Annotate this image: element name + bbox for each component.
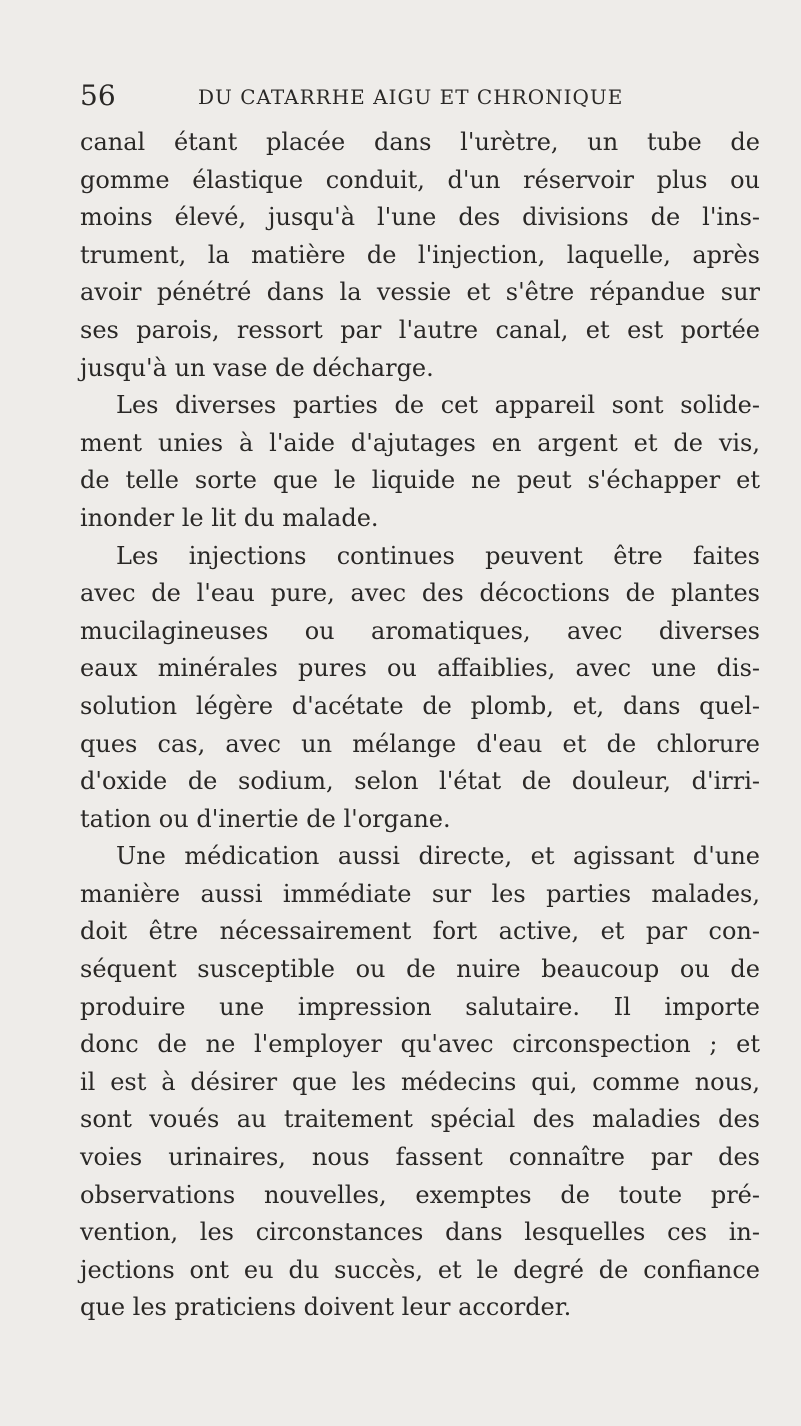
text-line: Les injections continues peuvent être faites xyxy=(116,541,760,570)
text-line: ses parois, ressort par l'autre canal, et est portée xyxy=(80,315,760,344)
text-line: jusqu'à un vase de décharge. xyxy=(80,353,434,382)
text-line: avec de l'eau pure, avec des décoctions de plantes xyxy=(80,579,760,608)
text-line: mucilagineuses ou aromatiques, avec diverses xyxy=(80,616,760,645)
running-head: DU CATARRHE AIGU ET CHRONIQUE xyxy=(198,85,624,109)
page-header xyxy=(80,78,760,118)
text-line: doit être nécessairement fort active, et par con- xyxy=(80,917,760,946)
text-line: ques cas, avec un mélange d'eau et de chlorure xyxy=(80,729,760,758)
text-line: ment unies à l'aide d'ajutages en argent et de vis, xyxy=(80,428,760,457)
text-line: trument, la matière de l'injection, laquelle, après xyxy=(80,240,760,269)
text-line: il est à désirer que les médecins qui, comme nous, xyxy=(80,1067,760,1096)
paragraph xyxy=(80,838,760,1327)
body-text xyxy=(80,124,760,1327)
text-line: manière aussi immédiate sur les parties malades, xyxy=(80,879,760,908)
text-line: d'oxide de sodium, selon l'état de douleur, d'irri- xyxy=(80,767,760,796)
text-line: eaux minérales pures ou affaiblies, avec une dis- xyxy=(80,654,760,683)
text-line: solution légère d'acétate de plomb, et, dans quel- xyxy=(80,691,760,720)
text-line: de telle sorte que le liquide ne peut s'échapper et xyxy=(80,466,760,495)
text-line: voies urinaires, nous fassent connaître par des xyxy=(80,1143,760,1172)
text-line: vention, les circonstances dans lesquelles ces in- xyxy=(80,1218,760,1247)
text-line: avoir pénétré dans la vessie et s'être répandue sur xyxy=(80,278,760,307)
text-line: Une médication aussi directe, et agissant d'une xyxy=(116,842,760,871)
text-line: canal étant placée dans l'urètre, un tube de xyxy=(80,128,760,156)
page-number: 56 xyxy=(80,79,116,112)
text-line: donc de ne l'employer qu'avec circonspection ; et xyxy=(80,1030,760,1059)
text-line: sont voués au traitement spécial des maladies des xyxy=(80,1105,760,1134)
text-line: tation ou d'inertie de l'organe. xyxy=(80,804,451,833)
paragraph xyxy=(80,124,760,387)
text-line: produire une impression salutaire. Il importe xyxy=(80,992,760,1021)
text-line: séquent susceptible ou de nuire beaucoup ou de xyxy=(80,955,760,984)
text-line: jections ont eu du succès, et le degré de confiance xyxy=(80,1255,760,1284)
text-line: observations nouvelles, exemptes de toute pré- xyxy=(80,1180,760,1209)
text-line: inonder le lit du malade. xyxy=(80,503,379,532)
paragraph xyxy=(80,538,760,839)
text-line: que les praticiens doivent leur accorder. xyxy=(80,1293,572,1322)
text-line: Les diverses parties de cet appareil sont solide- xyxy=(116,391,760,420)
text-line: gomme élastique conduit, d'un réservoir plus ou xyxy=(80,165,760,194)
paragraph xyxy=(80,387,760,537)
text-line: moins élevé, jusqu'à l'une des divisions de l'ins- xyxy=(80,203,760,232)
